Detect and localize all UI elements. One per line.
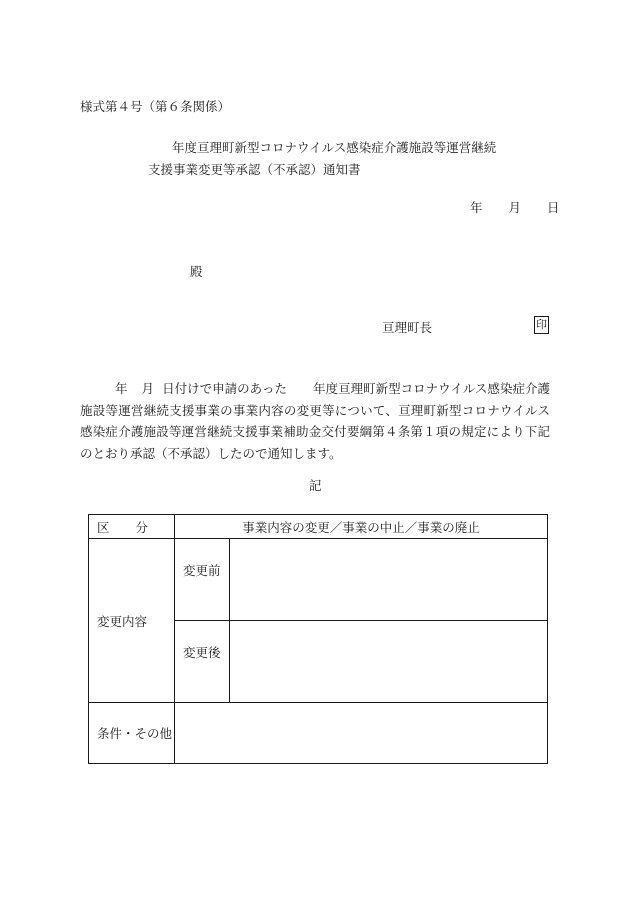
addressee-honorific: 殿 (190, 264, 203, 279)
issuer-name: 亘理町長 (382, 320, 433, 335)
date-year-label: 年 (470, 200, 483, 215)
category-label-b: 分 (135, 519, 149, 535)
after-label-cell: 変更後 (175, 621, 230, 703)
date-day-label: 日 (547, 200, 560, 215)
notice-body (80, 378, 550, 464)
body-text-2: 年度亘理町新型コロナウイルス感染症介護施設等運営継続支援事業の事業内容の変更等について、亘理町新型コロナウイルス感染症介護施設等運営継続支援事業補助金交付要綱第４条第１項の規定により下記のとおり承認（不承認）したので通知します。 (80, 381, 550, 461)
change-label-cell: 変更内容 (89, 539, 175, 703)
document-title-line-1: 年度亘理町新型コロナウイルス感染症介護施設等運営継続 (172, 140, 497, 155)
conditions-value-cell[interactable] (175, 703, 548, 764)
date-month-label: 月 (508, 200, 522, 215)
after-value-cell[interactable] (230, 621, 548, 703)
body-month-label: 月 (141, 381, 155, 396)
change-details-table (88, 514, 548, 764)
seal-mark: 印 (534, 316, 549, 334)
body-year-label: 年 (115, 381, 128, 396)
issue-date (470, 198, 560, 216)
category-label-cell (89, 515, 175, 539)
body-text-1: 日付けで申請のあった (162, 381, 288, 396)
category-value-cell: 事業内容の変更／事業の中止／事業の廃止 (175, 515, 548, 539)
before-label-cell: 変更前 (175, 539, 230, 621)
table-row (89, 703, 548, 764)
conditions-label-cell: 条件・その他 (89, 703, 175, 764)
table-row (89, 515, 548, 539)
form-number: 様式第４号（第６条関係） (80, 99, 231, 114)
table-row (89, 539, 548, 621)
category-label-a: 区 (97, 519, 110, 535)
document-title-line-2: 支援事業変更等承認（不承認）通知書 (148, 162, 361, 177)
before-value-cell[interactable] (230, 539, 548, 621)
ki-heading: 記 (309, 478, 322, 493)
